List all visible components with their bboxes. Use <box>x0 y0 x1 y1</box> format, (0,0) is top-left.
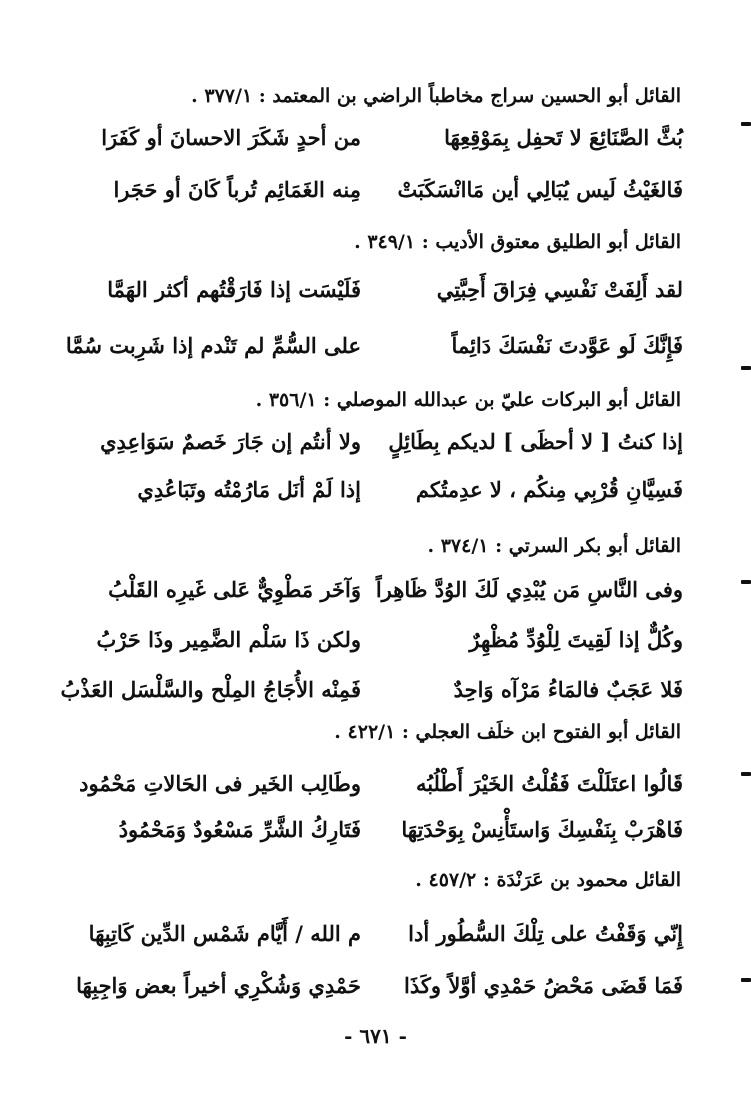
verse-line <box>0 670 751 710</box>
verse-first-hemistich: فَإِنَّكَ لَو عَوَّدتَ نَفْسَكَ دَائِماً <box>451 333 683 358</box>
verse-second-hemistich: إذا لَمْ أنَل مَارُمْتُه وتَبَاعُدِي <box>137 477 361 502</box>
verse-first-hemistich: فَمَا قَضَى مَحْضُ حَمْدِي أوَّلاً وكَذَا <box>404 973 683 998</box>
verse-first-hemistich: فَاهْرَبْ بِنَفْسِكَ وَاستَأْنِسْ بِوَحْدَتِهَا <box>401 817 683 842</box>
verse-line <box>0 620 751 660</box>
verse-second-hemistich: مِنه الغَمَائِم تُرباً كَانَ أو حَجَرا <box>113 177 361 202</box>
verse-line <box>0 422 751 462</box>
verse-first-hemistich: وفى النَّاسِ مَن يُبْدِي لَكَ الوُدَّ ظَاهِراً <box>375 577 683 602</box>
verse-first-hemistich: بُثَّ الصَّنَائِعَ لا تَحفِل بِمَوْقِعِهَا <box>444 125 683 150</box>
section-heading: القائل أبو البركات عليّ بن عبدالله الموصلي : ٣٥٦/١ . <box>255 389 681 411</box>
verse-second-hemistich: فَمِنْه الأُجَاجُ المِلْح والسَّلْسَل العَذْبُ <box>60 677 361 702</box>
verse-line <box>0 914 751 954</box>
verse-second-hemistich: ولكن ذَا سَلْم الضَّمِير وذَا حَرْبُ <box>96 627 361 652</box>
page-number: - ٦٧١ - <box>344 1024 407 1048</box>
margin-mark <box>741 772 751 776</box>
verse-line <box>0 470 751 510</box>
verse-line <box>0 118 751 158</box>
verse-first-hemistich: قَالُوا اعتَلَلْتَ فَقُلْتُ الخَيْرَ أَطْلُبُه <box>415 771 683 796</box>
verse-second-hemistich: م الله / أَيَّام شَمْس الدِّين كَاتِبِهَا <box>88 921 361 946</box>
verse-first-hemistich: إذا كنتُ [ لا أحظَى ] لديكم بِطَائِلٍ <box>388 429 683 454</box>
section-heading: القائل أبو الفتوح ابن خلَف العجلي : ٤٢٢/١ . <box>334 721 681 743</box>
verse-line <box>0 326 751 366</box>
verse-second-hemistich: فَتَارِكُ الشَّرِّ مَسْعُودٌ وَمَحْمُودُ <box>118 817 361 842</box>
section-heading: القائل أبو الحسين سراج مخاطباً الراضي بن المعتمد : ٣٧٧/١ . <box>191 85 681 107</box>
verse-first-hemistich: فَسِيَّانِ قُرْبِي مِنكُم ، لا عدِمتُكم <box>415 477 683 502</box>
verse-second-hemistich: وطَالِب الخَير فى الحَالاتِ مَحْمُود <box>79 771 361 796</box>
verse-first-hemistich: إِنّي وَقَفْتُ على تِلْكَ السُّطُور أدا <box>408 921 683 946</box>
verse-second-hemistich: فَلَيْسَت إذا فَارَقْتُهم أكثر الهَمَّا <box>107 277 361 302</box>
verse-first-hemistich: وكُلٌّ إذا لَقِيتَ لِلْوُدِّ مُظْهِرٌ <box>469 627 683 652</box>
margin-mark <box>741 122 751 126</box>
verse-second-hemistich: حَمْدِي وَشُكْرِي أخيراً بعض وَاجِبِهَا <box>76 973 361 998</box>
section-heading: القائل أبو الطليق معتوق الأديب : ٣٤٩/١ . <box>354 231 681 253</box>
section-heading: القائل أبو بكر السرتي : ٣٧٤/١ . <box>427 535 681 557</box>
verse-second-hemistich: ولا أنتُم إن جَارَ خَصمٌ سَوَاعِدِي <box>100 429 361 454</box>
verse-second-hemistich: على السُّمِّ لم تَنْدم إذا شَرِبت سُمَّا <box>65 333 361 358</box>
verse-first-hemistich: فَالغَيْثُ لَيس يُبَالِي أين مَاانْسَكَبَتْ <box>397 177 683 202</box>
margin-mark <box>741 580 751 584</box>
verse-second-hemistich: من أحدٍ شَكَرَ الاحسانَ أو كَفَرَا <box>101 125 361 150</box>
verse-second-hemistich: وَآخَر مَطْوِيٌّ عَلى غَيرِه القَلْبُ <box>108 577 361 602</box>
verse-line <box>0 270 751 310</box>
verse-first-hemistich: فَلا عَجَبٌ فالمَاءُ مَرْآه وَاحِدٌ <box>453 677 683 702</box>
verse-line <box>0 170 751 210</box>
verse-line <box>0 966 751 1006</box>
verse-line <box>0 570 751 610</box>
section-heading: القائل محمود بن عَرَنْدَة : ٤٥٧/٢ . <box>415 869 681 891</box>
verse-first-hemistich: لقد أَلِفَتْ نَفْسِي فِرَاقَ أَحِبَّتِي <box>436 277 683 302</box>
verse-line <box>0 810 751 850</box>
margin-mark <box>741 366 751 370</box>
verse-line <box>0 764 751 804</box>
margin-mark <box>741 978 751 982</box>
